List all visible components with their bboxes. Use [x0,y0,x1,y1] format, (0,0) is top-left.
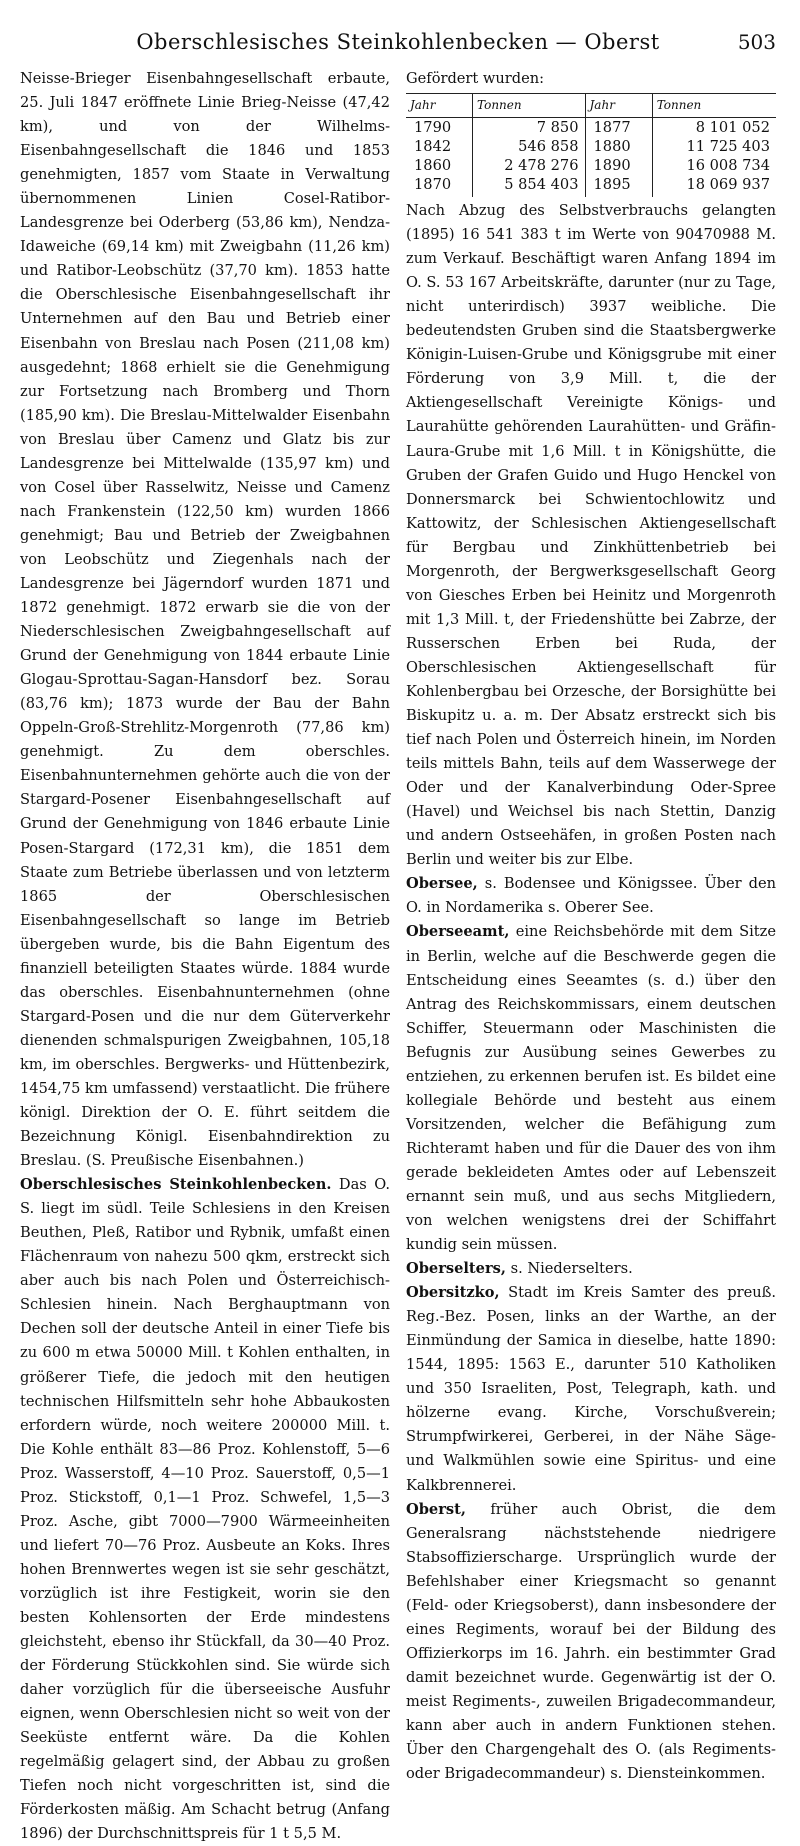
table-cell: 1790 [406,118,473,138]
table-cell: 1890 [585,156,652,175]
table-intro: Gefördert wurden: [406,70,545,87]
table-cell: 16 008 734 [686,157,770,175]
entry-oberschlesisches-steinkohlenbecken [20,1173,390,1846]
table-cell: 11 725 403 [686,138,770,156]
column-header: Tonnen [473,94,585,118]
column-header: Jahr [406,94,473,118]
table-row [406,175,776,197]
entry-headword: Obersitzko, [406,1284,500,1302]
table-row [406,156,776,175]
entry-headword: Obersee, [406,875,478,893]
table-row [406,118,776,138]
entry-text: Das O. S. liegt im südl. Teile Schlesiens in den Kreisen Beuthen, Pleß, Ratibor und Rybnik, umfaßt einen Flächenraum von nahezu 500 qkm, erstreckt sich aber auch bis nach Polen und Österreichisch-Schlesien hinein. Nach Berghauptmann von Dechen soll der deutsche Anteil in einer Tiefe bis zu 600 m etwa 50000 Mill. t Kohlen enthalten, in größerer Tiefe, die jedoch mit den heutigen technischen Hilfsmitteln sehr hohe Abbaukosten erfordern würde, noch weitere 200000 Mill. t. Die Kohle enthält 83—86 Proz. Kohlenstoff, 5—6 Proz. Wasserstoff, 4—10 Proz. Sauerstoff, 0,5—1 Proz. Stickstoff, 0,1—1 Proz. Schwefel, 1,5—3 Proz. Asche, gibt 7000—7900 Wärmeeinheiten und liefert 70—76 Proz. Ausbeute an Koks. Ihres hohen Brennwertes wegen ist sie sehr geschätzt, vorzüglich ist ihre Festigkeit, worin sie den besten Kohlensorten der Erde mindestens gleichsteht, ebenso ihr Stückfall, da 30—40 Proz. der Förderung Stückkohlen sind. Sie würde sich daher vorzüglich für die überseeische Ausfuhr eignen, wenn Oberschlesien nicht so weit von der Seeküste entfernt wäre. Da die Kohlen regelmäßig gelagert sind, der Abbau zu großen Tiefen noch nicht vorgeschritten ist, sind die Förderkosten mäßig. Am Schacht betrug (Anfang 1896) der Durchschnittspreis für 1 t 5,5 M. [20,1176,390,1843]
column-header: Jahr [585,94,652,118]
entry-text: früher auch Obrist, die dem Generalsrang nächststehende niedrigere Stabsoffizierscharge. Ursprünglich wurde der Befehlshaber einer Kriegsmacht so genannt (Feld- oder Kriegsoberst), dann insbesondere der eines Regiments, worauf bei der Bildung des Offizierkorps im 16. Jahrh. ein bestimmter Grad damit bezeichnet wurde. Gegenwärtig ist der O. meist Regiments-, zuweilen Brigadecommandeur, kann aber auch in andern Funktionen stehen. Über den Chargengehalt des O. (als Regiments- oder Brigadecommandeur) s. Diensteinkommen. [406,1500,776,1783]
table-cell: 546 858 [473,137,585,156]
running-title: Oberschlesisches Steinkohlenbecken — Oberst [136,30,660,54]
entry-oberseeamt [406,920,776,1257]
entry-headword: Oberst, [406,1500,466,1518]
table-row [406,137,776,156]
entry-headword: Oberschlesisches Steinkohlenbecken. [20,1176,332,1194]
table-cell: 5 854 403 [473,175,585,197]
table-cell: 1895 [585,175,652,197]
table-cell: 18 069 937 [686,176,770,194]
table-cell: 1877 [585,118,652,138]
entry-text: s. Bodensee und Königssee. Über den O. in Nordamerika s. Oberer See. [406,875,776,917]
entry-text: s. Niederselters. [505,1260,633,1278]
left-column [20,67,390,1846]
entry-text: eine Reichsbehörde mit dem Sitze in Berlin, welche auf die Beschwerde gegen die Entscheidung eines Seeamtes (s. d.) über den Antrag des Reichskommissars, einem deutschen Schiffer, Steuermann oder Maschinisten die Befugnis zur Ausübung seines Gewerbes zu entziehen, zu erkennen berufen ist. Es bildet eine kollegiale Behörde und besteht aus einem Vorsitzenden, welcher die Befähigung zum Richteramt haben und für die Dauer des von ihm gerade bekleideten Amtes oder auf Lebenszeit ernannt sein muß, und aus sechs Mitgliedern, von welchen wenigstens drei der Schiffahrt kundig sein müssen. [406,923,776,1254]
running-header [20,30,776,61]
paragraph-railway: Neisse-Brieger Eisenbahngesellschaft erbaute, 25. Juli 1847 eröffnete Linie Brieg-Neisse (47,42 km), und von der Wilhelms-Eisenbahngesellschaft die 1846 und 1853 genehmigten, 1857 vom Staate in Verwaltung übernommenen Linien Cosel-Ratibor-Landesgrenze bei Oderberg (53,86 km), Nendza-Idaweiche (69,14 km) mit Zweigbahn (11,26 km) und Ratibor-Leobschütz (37,70 km). 1853 hatte die Oberschlesische Eisenbahngesellschaft ihr Unternehmen auf den Bau und Betrieb einer Eisenbahn von Breslau nach Posen (211,08 km) ausgedehnt; 1868 erhielt sie die Genehmigung zur Fortsetzung nach Bromberg und Thorn (185,90 km). Die Breslau-Mittelwalder Eisenbahn von Breslau über Camenz und Glatz bis zur Landesgrenze bei Mittelwalde (135,97 km) und von Cosel über Rasselwitz, Neisse und Camenz nach Frankenstein (122,50 km) wurden 1866 genehmigt; Bau und Betrieb der Zweigbahnen von Leobschütz und Ziegenhals nach der Landesgrenze bei Jägerndorf wurden 1871 und 1872 genehmigt. 1872 erwarb sie die von der Niederschlesischen Zweigbahngesellschaft auf Grund der Genehmigung von 1844 erbaute Linie Glogau-Sprottau-Sagan-Hansdorf bez. Sorau (83,76 km); 1873 wurde der Bau der Bahn Oppeln-Groß-Strehlitz-Morgenroth (77,86 km) genehmigt. Zu dem oberschles. Eisenbahnunternehmen gehörte auch die von der Stargard-Posener Eisenbahngesellschaft auf Grund der Genehmigung von 1846 erbaute Linie Posen-Stargard (172,31 km), die 1851 dem Staate zum Betriebe überlassen und von letzterm 1865 der Oberschlesischen Eisenbahngesellschaft so lange im Betrieb übergeben wurde, bis die Bahn Eigentum des finanziell beteiligten Staates würde. 1884 wurde das oberschles. Eisenbahnunternehmen (ohne Stargard-Posen und die nur dem Güterverkehr dienenden schmalspurigen Zweigbahnen, 105,18 km, im oberschles. Bergwerks- und Hüttenbezirk, 1454,75 km umfassend) verstaatlicht. Die frühere königl. Direktion der O. E. führt seitdem die Bezeichnung Königl. Eisenbahndirektion zu Breslau. (S. Preußische Eisenbahnen.) [20,70,390,1170]
column-header: Tonnen [652,94,776,118]
table-cell: 1842 [406,137,473,156]
entry-obersitzko [406,1281,776,1497]
entry-oberselters [406,1257,776,1281]
table-cell: 2 478 276 [473,156,585,175]
table-cell: 8 101 052 [695,119,770,137]
right-column [406,67,776,1846]
table-cell: 7 850 [473,118,585,138]
entry-obersee [406,872,776,920]
entry-headword: Oberselters, [406,1260,506,1278]
production-table [406,93,776,197]
table-header-row [406,94,776,118]
table-cell: 1880 [585,137,652,156]
entry-headword: Oberseeamt, [406,923,510,941]
table-cell: 1870 [406,175,473,197]
entry-oberst [406,1498,776,1787]
entry-text: Stadt im Kreis Samter des preuß. Reg.-Bez. Posen, links an der Warthe, an der Einmündung der Samica in dieselbe, hatte 1890: 1544, 1895: 1563 E., darunter 510 Katholiken und 350 Israeliten, Post, Telegraph, kath. und hölzerne evang. Kirche, Vorschußverein; Strumpfwirkerei, Gerberei, in der Nähe Säge- und Walkmühlen sowie eine Spiritus- und eine Kalkbrennerei. [406,1284,776,1494]
paragraph-production: Nach Abzug des Selbstverbrauchs gelangten (1895) 16 541 383 t im Werte von 90470988 M. zum Verkauf. Beschäftigt waren Anfang 1894 im O. S. 53 167 Arbeitskräfte, darunter (nur zu Tage, nicht unterirdisch) 3937 weibliche. Die bedeutendsten Gruben sind die Staatsbergwerke Königin-Luisen-Grube und Königsgrube mit einer Förderung von 3,9 Mill. t, die der Aktiengesellschaft Vereinigte Königs- und Laurahütte gehörenden Laurahütten- und Gräfin-Laura-Grube mit 1,6 Mill. t in Königshütte, die Gruben der Grafen Guido und Hugo Henckel von Donnersmarck bei Schwientochlowitz und Kattowitz, der Schlesischen Aktiengesellschaft für Bergbau und Zinkhüttenbetrieb bei Morgenroth, der Bergwerksgesellschaft Georg von Giesches Erben bei Heinitz und Morgenroth mit 1,3 Mill. t, der Friedenshütte bei Zabrze, der Russerschen Erben bei Ruda, der Oberschlesischen Aktiengesellschaft für Kohlenbergbau bei Orzesche, der Borsighütte bei Biskupitz u. a. m. Der Absatz erstreckt sich bis tief nach Polen und Österreich hinein, im Norden teils mittels Bahn, teils auf dem Wasserwege der Oder und der Kanalverbindung Oder-Spree (Havel) und Weichsel bis nach Stettin, Danzig und andern Ostseehäfen, in großen Posten nach Berlin und weiter bis zur Elbe. [406,202,776,869]
page-number: 503 [737,30,776,54]
text-columns [20,67,776,1846]
table-cell: 1860 [406,156,473,175]
